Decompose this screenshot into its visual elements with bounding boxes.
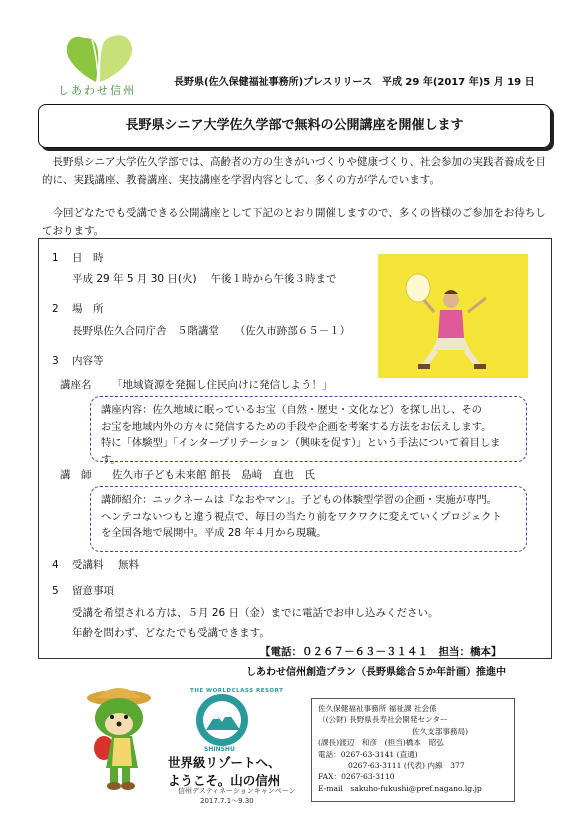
section-2-label: 場 所 [72, 303, 104, 315]
logo-text: しあわせ信州 [58, 84, 136, 97]
heart-logo-icon [52, 30, 162, 90]
intro-paragraph-2: 今回どなたでも受講できる公開講座として下記のとおり開催しますので、多くの皆様のご参加をお待ちしております。 [42, 207, 546, 237]
resort-logo-bottom-text: SHINSHU [204, 746, 235, 753]
title-box [38, 104, 551, 148]
course-description-line: お宝を地域内外の方々に発信するための手段や企画を考案する方法をお伝えします。 [101, 420, 492, 433]
venue: 長野県佐久合同庁舎 ５階講堂 （佐久市跡部６５－１） [72, 325, 351, 337]
section-5-number: 5 [52, 585, 59, 597]
lecturer-label: 講 師 [60, 469, 92, 481]
office-line: 電話：0267-63-3141 (直通) [318, 749, 418, 759]
section-3-number: 3 [52, 355, 59, 367]
campaign-name: 信州デスティネーションキャンペーン [178, 787, 296, 795]
section-5-label: 留意事項 [72, 585, 114, 597]
office-line: （(公財) 長野県長寿社会開発センター [318, 715, 448, 725]
section-1-label: 日 時 [72, 252, 104, 264]
course-description-line: 特に「体験型」「インタープリテーション（興味を促す）」という手法について着目します。 [101, 437, 501, 466]
section-4-number: 4 [52, 559, 59, 571]
press-release-line: 長野県(佐久保健福祉事務所)プレスリリース 平成 29 年(2017 年)5 月 19 日 [174, 77, 535, 88]
lecturer-figure-icon [378, 254, 528, 378]
intro-paragraph-1: 長野県シニア大学佐久学部では、高齢者の方の生きがいづくりや健康づくり、社会参加の実践者養成を目的に、実践講座、教養講座、実技講座を学習内容として、多くの方が学んでいます。 [42, 156, 546, 186]
office-line: 佐久保健福祉事務所 福祉課 社会係 [318, 704, 437, 713]
lecturer-photo [378, 254, 528, 378]
section-3-label: 内容等 [72, 355, 104, 367]
lecturer-name: 佐久市子ども未来館 館長 島﨑 直也 氏 [112, 469, 315, 481]
notes-line-1: 受講を希望される方は、５月 26 日（金）までに電話でお申し込みください。 [72, 607, 439, 619]
course-name: 「地域資源を発掘し住民向けに発信しよう！」 [112, 379, 333, 391]
office-contact-box [311, 698, 515, 802]
lecturer-description-line: 講師紹介：ニックネームは『なおやマン』。子どもの体験型学習の企画・実施が専門。 [101, 494, 497, 506]
office-line: FAX：0267-63-3110 [318, 772, 395, 782]
plan-line: しあわせ信州創造プラン（長野県総合５か年計画）推進中 [246, 667, 506, 678]
worldclass-resort-logo [182, 690, 262, 748]
course-label: 講座名 [60, 379, 92, 391]
section-1-number: 1 [52, 252, 59, 264]
course-description-line: 講座内容：佐久地域に眠っているお宝（自然・歴史・文化など）を探し出し、その [101, 404, 482, 416]
section-4-label: 受講料 [72, 559, 104, 571]
slogan-line-2: ようこそ。山の信州 [168, 773, 281, 788]
notes-line-2: 年齢を問わず、どなたでも受講できます。 [72, 627, 270, 639]
slogan [168, 748, 281, 790]
campaign-text [178, 786, 296, 806]
office-line: 佐久支部事務局) [412, 726, 469, 736]
office-line: 0267-63-3111 (代表) 内線 377 [348, 761, 465, 771]
date-time: 平成 29 年 5 月 30 日(火) 午後１時から午後３時まで [72, 273, 337, 285]
lecturer-description-box [90, 486, 527, 552]
lecturer-description-line: を全国各地で展開中。平成 28 年４月から現職。 [101, 527, 327, 539]
page-title: 長野県シニア大学佐久学部で無料の公開講座を開催します [125, 118, 464, 134]
resort-logo-top-text: THE WORLDCLASS RESORT [190, 688, 284, 694]
campaign-dates: 2017.7.1～9.30 [200, 797, 254, 805]
section-2-number: 2 [52, 303, 59, 315]
office-email: E-mail sakuho-fukushi@pref.nagano.lg.jp [318, 783, 482, 793]
office-line: (課長)渡辺 和彦 (担当)橋本 昭弘 [318, 738, 444, 748]
mascot-bear-icon [74, 684, 164, 796]
lecturer-description-line: ヘンテコないつもと違う視点で、毎日の当たり前をワクワクに変えていくプロジェクト [101, 510, 502, 523]
fee: 無料 [118, 559, 139, 571]
slogan-line-1: 世界級リゾートへ、 [168, 755, 281, 770]
mountain-badge-icon [182, 690, 262, 748]
arukuma-mascot [74, 684, 164, 796]
contact-line: 【電話：０２６７－６３－３１４１ 担当：橋本】 [260, 646, 502, 658]
course-description-box [90, 396, 527, 466]
